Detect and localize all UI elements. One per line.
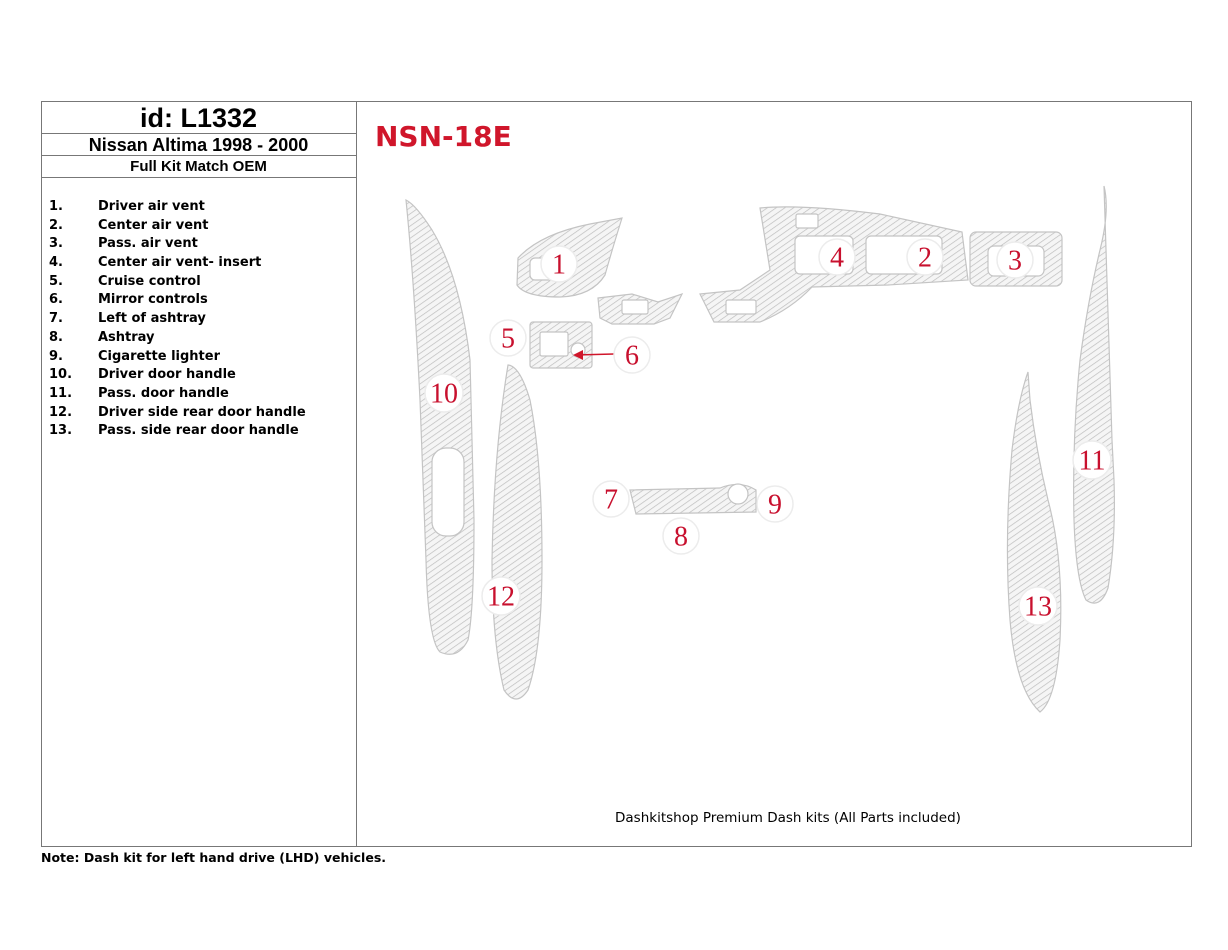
- callout-3: [997, 242, 1033, 278]
- list-item: 2. Center air vent: [49, 217, 209, 233]
- svg-text:2: 2: [918, 242, 932, 274]
- list-item: 10. Driver door handle: [49, 367, 236, 383]
- svg-text:4: 4: [830, 242, 844, 274]
- list-item: 4. Center air vent- insert: [49, 255, 262, 271]
- callout-12: [482, 577, 520, 615]
- svg-text:5: 5: [501, 323, 515, 355]
- svg-text:7: 7: [604, 484, 618, 516]
- svg-text:13: 13: [1024, 591, 1052, 623]
- list-item: 8. Ashtray: [49, 329, 155, 345]
- list-item: 6. Mirror controls: [49, 292, 208, 308]
- svg-text:6: 6: [625, 340, 639, 372]
- callout-5: [490, 320, 526, 356]
- lighter-cutout: [728, 484, 748, 504]
- svg-text:3: 3: [1008, 245, 1022, 277]
- part-pass-rear-door-handle: [1007, 372, 1060, 712]
- vent-cutout: [796, 214, 818, 228]
- callout-6: [614, 337, 650, 373]
- callout-8: [663, 518, 699, 554]
- list-item: 1. Driver air vent: [49, 199, 205, 214]
- kit-code: NSN-18E: [375, 120, 512, 153]
- callout-11: [1073, 441, 1111, 479]
- list-item: 11. Pass. door handle: [49, 385, 229, 401]
- svg-text:8: 8: [674, 521, 688, 553]
- callout-1: [541, 246, 577, 282]
- callout-13: [1019, 587, 1057, 625]
- list-item: 7. Left of ashtray: [49, 311, 206, 327]
- control-cutout: [540, 332, 568, 356]
- svg-text:12: 12: [487, 581, 515, 613]
- vent-cutout: [622, 300, 648, 314]
- part-driver-rear-door-handle: [492, 365, 542, 699]
- list-item: 9. Cigarette lighter: [49, 348, 220, 364]
- callout-10: [425, 374, 463, 412]
- list-item: 12. Driver side rear door handle: [49, 404, 306, 420]
- list-item: 5. Cruise control: [49, 273, 201, 289]
- footer-caption: Dashkitshop Premium Dash kits (All Parts included): [615, 810, 961, 826]
- lhd-note: Note: Dash kit for left hand drive (LHD) vehicles.: [41, 850, 387, 864]
- list-item: 13. Pass. side rear door handle: [49, 423, 299, 439]
- svg-text:10: 10: [430, 378, 458, 410]
- product-id: id: L1332: [41, 101, 356, 134]
- callout-7: [593, 481, 629, 517]
- vehicle-model: Nissan Altima 1998 - 2000: [41, 134, 356, 156]
- svg-text:9: 9: [768, 489, 782, 521]
- kit-type: Full Kit Match OEM: [41, 156, 356, 178]
- vent-cutout: [726, 300, 756, 314]
- list-item: 3. Pass. air vent: [49, 236, 198, 252]
- callout-9: [757, 486, 793, 522]
- svg-text:11: 11: [1078, 445, 1106, 477]
- callout-4: [819, 239, 855, 275]
- callout-2: [907, 239, 943, 275]
- part-pass-door-handle: [1074, 186, 1115, 603]
- handle-cutout: [432, 448, 464, 536]
- svg-text:1: 1: [552, 249, 566, 281]
- part-driver-door-handle: [406, 200, 474, 654]
